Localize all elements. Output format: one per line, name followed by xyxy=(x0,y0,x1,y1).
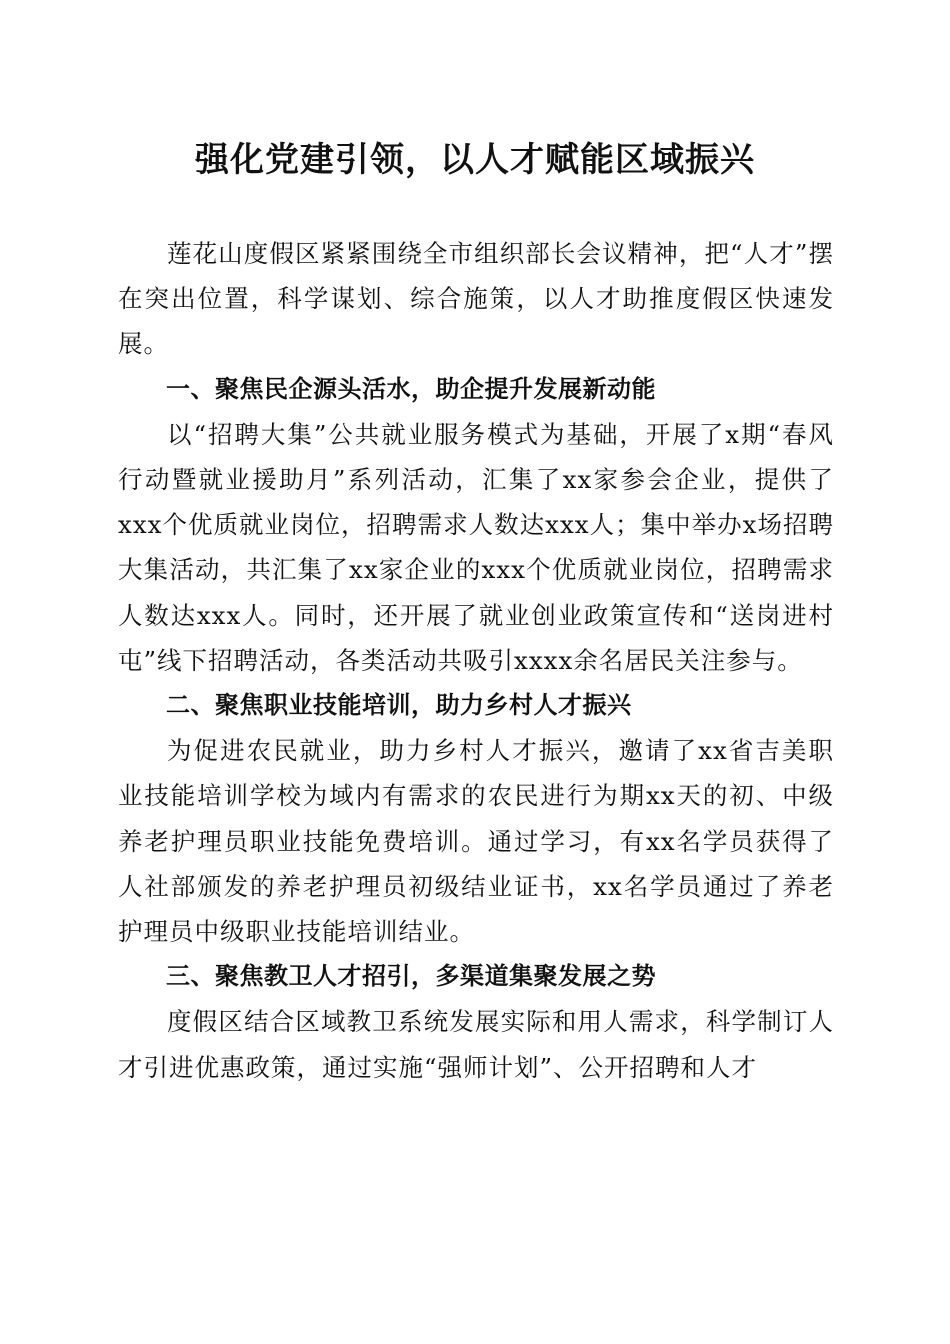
intro-paragraph: 莲花山度假区紧紧围绕全市组织部长会议精神，把“人才”摆在突出位置，科学谋划、综合施策，以人才助推度假区快速发展。 xyxy=(118,239,834,359)
document-title: 强化党建引领，以人才赋能区域振兴 xyxy=(195,140,755,180)
section-2-paragraph: 为促进农民就业，助力乡村人才振兴，邀请了xx省吉美职业技能培训学校为域内有需求的农民进行为期xx天的初、中级养老护理员职业技能免费培训。通过学习，有xx名学员获得了人社部颁发的养老护理员初级结业证书，xx名学员通过了养老护理员中级职业技能培训结业。 xyxy=(118,736,834,947)
document-body xyxy=(118,231,834,1090)
section-3-paragraph: 度假区结合区域教卫系统发展实际和用人需求，科学制订人才引进优惠政策，通过实施“强师计划”、公开招聘和人才 xyxy=(118,1007,834,1082)
section-2-heading: 二、聚焦职业技能培训，助力乡村人才振兴 xyxy=(166,691,632,720)
section-1-heading: 一、聚焦民企源头活水，助企提升发展新动能 xyxy=(166,374,656,403)
section-1-paragraph: 以“招聘大集”公共就业服务模式为基础，开展了x期“春风行动暨就业援助月”系列活动，汇集了xx家参会企业，提供了xxx个优质就业岗位，招聘需求人数达xxx人；集中举办x场招聘大集活动，共汇集了xx家企业的xxx个优质就业岗位，招聘需求人数达xxx人。同时，还开展了就业创业政策宣传和“送岗进村屯”线下招聘活动，各类活动共吸引xxxx余名居民关注参与。 xyxy=(118,419,834,675)
section-3-heading: 三、聚焦教卫人才招引，多渠道集聚发展之势 xyxy=(166,962,656,991)
